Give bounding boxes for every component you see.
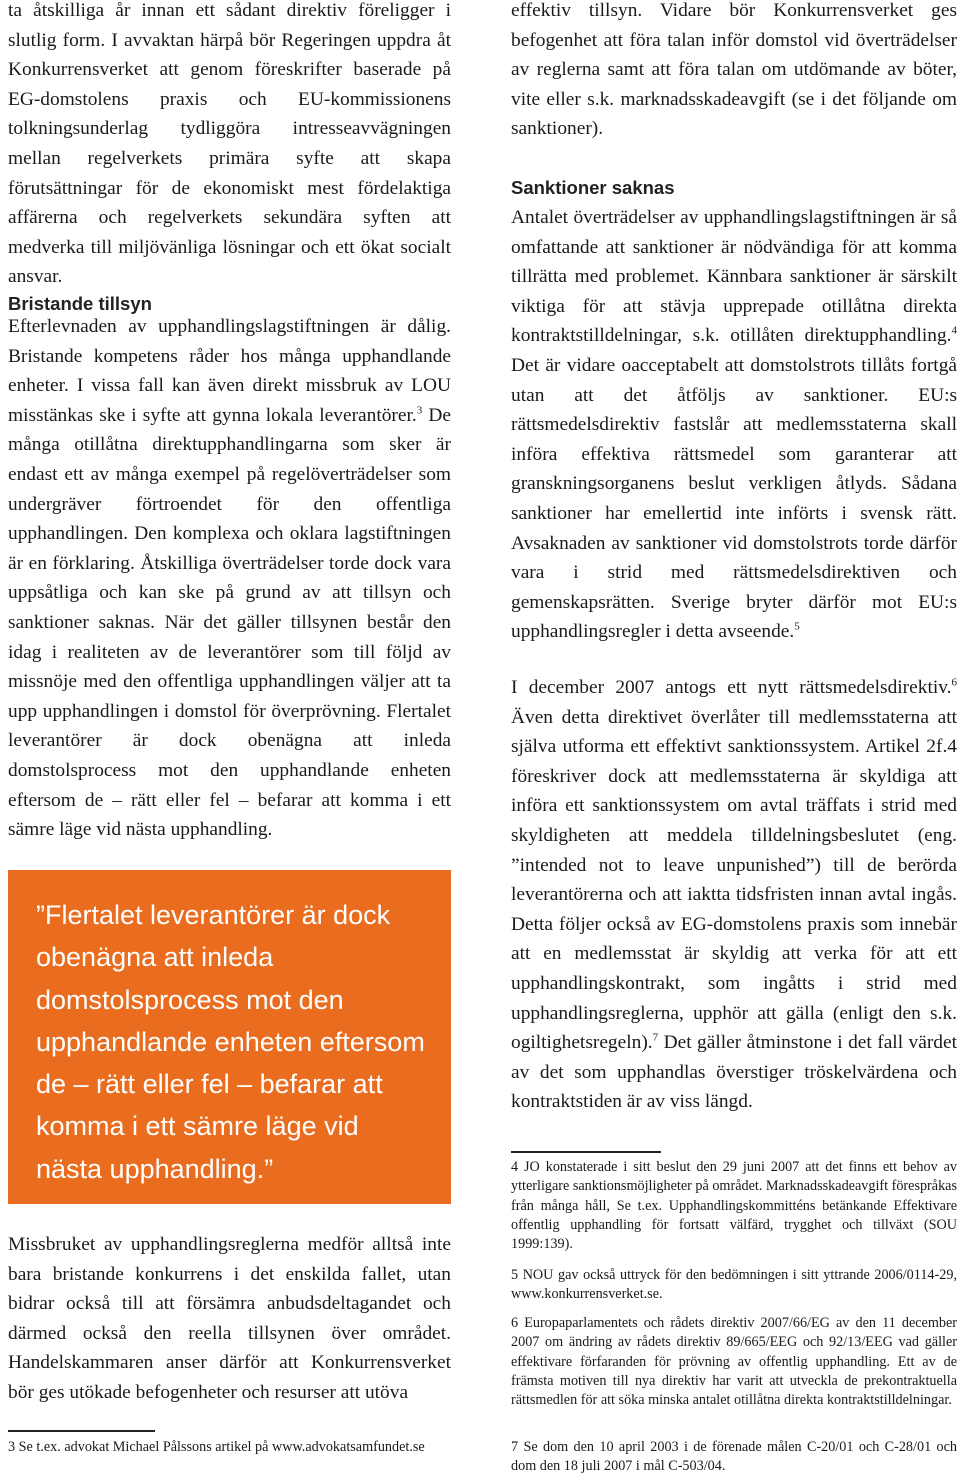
paragraph-text: Även detta direktivet överlåter till medlemsstaterna att själva utforma ett effektivt sanktionssystem. Artikel 2f.4 föreskriver dock att medlemsstaterna är skyldiga att införa ett sanktionssystem om avtal träffats i strid med skyldigheten att meddela tilldelningsbeslutet (eng. ”intended not to leave unpunished”) till de berörda leverantörerna och att iaktta tidsfristen innan avtal ingås. Detta följer också av EG-domstolens praxis som innebär att en medlemsstat är skyldig att verka för att ett upphandlingskontrakt, som ingåtts i strid med upphandlingsreglerna, upphör att gälla (enligt den s.k. ogiltighetsregeln). — [511, 706, 957, 1054]
body-paragraph — [511, 203, 957, 647]
section-heading-sanktioner-saknas: Sanktioner saknas — [511, 177, 675, 198]
body-paragraph — [511, 673, 957, 1117]
paragraph-text: Efterlevnaden av upphandlingslagstiftningen är dålig. Bristande kompetens råder hos många upphandlande enheter. I vissa fall kan även direkt missbruk av LOU misstänkas ske i syfte att gynna lokala leverantörer. — [8, 316, 451, 426]
footnote-ref-7: 7 — [652, 1031, 659, 1044]
footnote-6: 6 Europaparlamentets och rådets direktiv 2007/66/EG av den 11 december 2007 om ändring av rådets direktiv 89/665/EEG och 92/13/EEG vad gäller effektivare förfaranden för prövning av offentlig upphandling. Ett av de främsta motiven till nya direktiv har varit att utveckla de prekontraktuella rättsmedlen för att söka minska antalet otillåtna direkta kontraktstilldelningar. — [511, 1315, 957, 1409]
footnote-divider — [8, 1430, 155, 1432]
footnote-ref-3: 3 — [416, 404, 423, 417]
body-paragraph: effektiv tillsyn. Vidare bör Konkurrensverket ges befogenhet att föra talan inför domstol vid överträdelser av reglerna samt att föra talan om utdömande av böter, vite eller s.k. marknadsskadeavgift (se i det följande om sanktioner). — [511, 0, 957, 140]
paragraph-text: Det gäller åtminstone i det fall värdet av det som upphandlas överstiger tröskelvärdena och kontraktstiden är av viss längd. — [511, 1032, 957, 1113]
paragraph-text: Antalet överträdelser av upphandlingslagstiftningen är så omfattande att sanktioner är nödvändiga för att komma tillrätta med problemet. Kännbara sanktioner är särskilt viktiga för att stävja upprepade otillåtna direkta kontraktstilldelningar, s.k. otillåten direktupphandling. — [511, 207, 957, 347]
body-paragraph: Missbruket av upphandlingsreglerna medför alltså inte bara bristande konkurrens i det enskilda fallet, utan bidrar också till att försämra anbudsdeltagandet och därmed också den reella tillsynen över området. Handelskammaren anser därför att Konkurrensverket bör ges utökade befogenheter och resurser att utöva — [8, 1234, 451, 1403]
body-paragraph: ta åtskilliga år innan ett sådant direktiv föreligger i slutlig form. I avvaktan härpå bör Regeringen uppdra åt Konkurrensverket att genom föreskrifter baserade på EG-domstolens praxis och EU-kommissionens tolkningsunderlag tydliggöra intresseavvägningen mellan regelverkets primära syfte att skapa förutsättningar för de ekonomiskt mest fördelaktiga affärerna och regelverkets sekundära syften att medverka till miljövänliga lösningar och ett ökat socialt ansvar. — [8, 0, 451, 288]
pull-quote-text: ”Flertalet leverantörer är dock obenägna att inleda domstolsprocess mot den upphandlande enheten eftersom de – rätt eller fel – befarar att komma i ett sämre läge vid nästa upphandling.” — [36, 900, 425, 1184]
footnote-ref-6: 6 — [951, 676, 957, 689]
body-paragraph — [8, 312, 451, 845]
paragraph-text: De många otillåtna direktupphandlingarna som sker är endast ett av många exempel på regelöverträdelser som undergräver förtroendet för den offentliga upphandlingen. Den komplexa och oklara lagstiftningen är en förklaring. Åtskilliga överträdelser torde dock vara uppsåtliga och kan ske på grund av att tillsyn och sanktioner saknas. När det gäller tillsynen består den idag i realiteten av de leverantörer som till följd av missnöje med den offentliga upphandlingen väljer att ta upp upphandlingen i domstol för överprövning. Flertalet leverantörer är dock obenägna att inleda domstolsprocess mot den upphandlande enheten eftersom de – rätt eller fel – befarar att komma i ett sämre läge vid nästa upphandling. — [8, 404, 451, 841]
footnote-5: 5 NOU gav också uttryck för den bedömningen i sitt yttrande 2006/0114-29, www.konkurrensverket.se. — [511, 1267, 957, 1303]
paragraph-text: I december 2007 antogs ett nytt rättsmedelsdirektiv. — [511, 677, 952, 698]
paragraph-text: Det är vidare oacceptabelt att domstolstrots tillåts fortgå utan att det åtföljs av sanktioner. EU:s rättsmedelsdirektiv fastslår att medlemsstaterna skall införa effektiva rättsmedel som garanterar att granskningsorganens beslut verkligen åtlyds. Sådana sanktioner har emellertid inte införts i svensk rätt. Avsaknaden av sanktioner vid domstolstrots torde därför vara i strid med rättsmedelsdirektiven och gemenskapsrätten. Sverige bryter därför mot EU:s upphandlingsregler i detta avseende. — [511, 354, 957, 643]
footnote-3: 3 Se t.ex. advokat Michael Pålssons artikel på www.advokatsamfundet.se — [8, 1439, 425, 1455]
footnote-7: 7 Se dom den 10 april 2003 i de förenade målen C-20/01 och C-28/01 och dom den 18 juli 2007 i mål C-503/04. — [511, 1439, 957, 1475]
footnote-ref-5: 5 — [794, 620, 800, 633]
footnote-4: 4 JO konstaterade i sitt beslut den 29 juni 2007 att det finns ett behov av ytterligare sanktionsmöjligheter på området. Marknadsskadeavgift förespråkas från många håll, Se t.ex. Upphandlingskommitténs betänkande Effektivare offentlig upphandling för fortsatt välfärd, trygghet och tillväxt (SOU 1999:139). — [511, 1159, 957, 1253]
footnote-ref-4: 4 — [951, 324, 957, 337]
footnote-divider — [511, 1151, 661, 1153]
section-heading-bristande-tillsyn: Bristande tillsyn — [8, 293, 152, 314]
pull-quote — [8, 870, 451, 1204]
